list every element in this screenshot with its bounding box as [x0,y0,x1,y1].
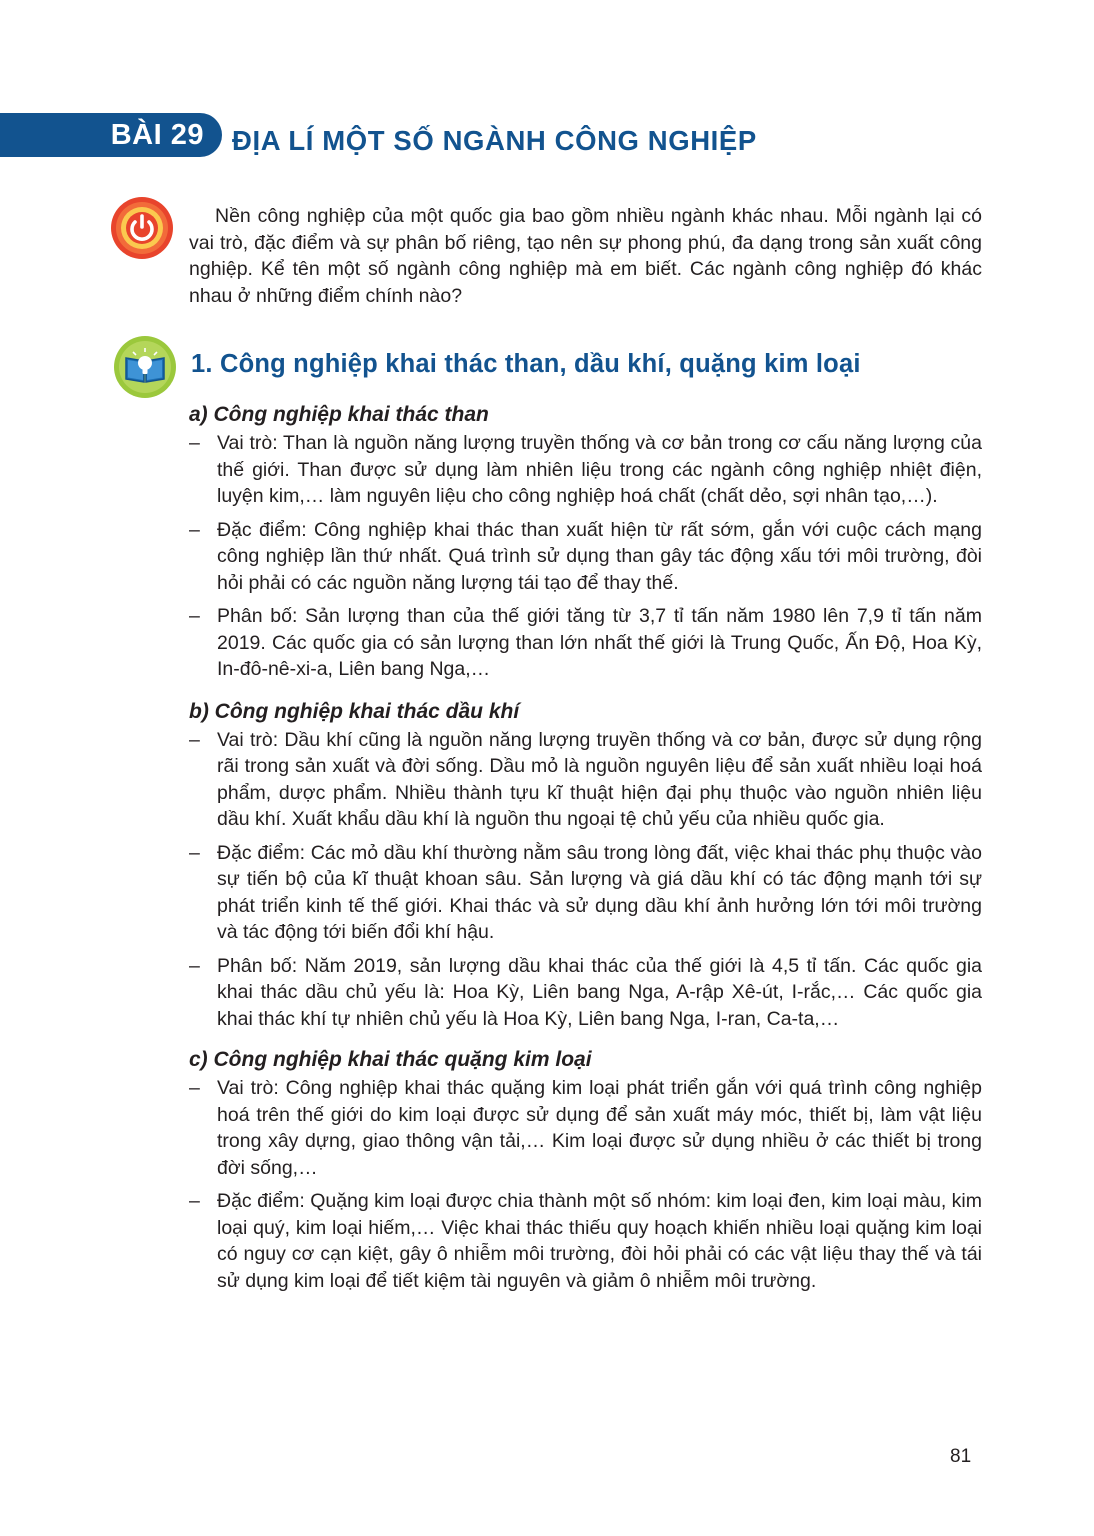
subsection-oil-gas [189,697,982,1033]
bullet-dash: – [189,841,200,864]
lesson-title: ĐỊA LÍ MỘT SỐ NGÀNH CÔNG NGHIỆP [232,125,757,156]
bullet-text: Vai trò: Dầu khí cũng là nguồn năng lượng truyền thống và cơ bản, được sử dụng rộng rãi trong sản xuất và đời sống. Dầu mỏ là nguồn nguyên liệu để sản xuất nhiều loại hoá phẩm, dược phẩm. Nhiều thành tựu kĩ thuật hiện đại phụ thuộc vào nguồn nhiên liệu dầu khí. Xuất khẩu dầu khí là nguồn thu ngoại tệ chủ yếu của nhiều quốc gia. [217,728,982,830]
bullet-dash: – [189,1077,200,1099]
bullet-dash: – [189,605,200,627]
bullet-text: Phân bố: Sản lượng than của thế giới tăng từ 3,7 tỉ tấn năm 1980 lên 7,9 tỉ tấn năm 2019. Các quốc gia có sản lượng than lớn nhất thế giới là Trung Quốc, Ấn Độ, Hoa Kỳ, In-đô-nê-xi-a, Liên bang Nga,… [217,605,982,680]
open-book-lightbulb-icon [114,336,176,398]
subsection-metal-ore [189,1045,982,1294]
bullet-dash: – [189,1190,200,1212]
list-item [189,1188,982,1294]
bullet-dash: – [189,432,200,454]
bullet-text: Phân bố: Năm 2019, sản lượng dầu khai thác của thế giới là 4,5 tỉ tấn. Các quốc gia khai thác dầu chủ yếu là: Hoa Kỳ, Liên bang Nga, A-rập Xê-út, I-rắc,… Các quốc gia khai thác khí tự nhiên chủ yếu là Hoa Kỳ, Liên bang Nga, I-ran, Ca-ta,… [217,954,982,1030]
list-item [189,517,982,597]
section-heading: 1. Công nghiệp khai thác than, dầu khí, quặng kim loại [191,350,861,378]
list-item [189,840,982,946]
intro-text: Nền công nghiệp của một quốc gia bao gồm nhiều ngành khác nhau. Mỗi ngành lại có vai trò, đặc điểm và sự phân bố riêng, tạo nên sự phong phú, đa dạng trong sản xuất công nghiệp. Kể tên một số ngành công nghiệp mà em biết. Các ngành công nghiệp đó khác nhau ở những điểm chính nào? [189,205,982,307]
bullet-dash: – [189,518,200,541]
bullet-text: Đặc điểm: Quặng kim loại được chia thành một số nhóm: kim loại đen, kim loại màu, kim loại quý, kim loại hiếm,… Việc khai thác thiếu quy hoạch khiến nhiều loại quặng kim loại có nguy cơ cạn kiệt, gây ô nhiễm môi trường, đòi hỏi phải có các vật liệu thay thế và tái sử dụng kim loại để tiết kiệm tài nguyên và giảm ô nhiễm môi trường. [217,1190,982,1292]
subsection-coal [189,400,982,683]
bullet-dash: – [189,954,200,977]
bullet-text: Vai trò: Than là nguồn năng lượng truyền thống và cơ bản trong cơ cấu năng lượng của thế giới. Than được sử dụng làm nhiên liệu trong các ngành công nghiệp nhiệt điện, luyện kim,… làm nguyên liệu cho công nghiệp hoá chất (chất dẻo, sợi nhân tạo,…). [217,432,982,507]
bullet-text: Đặc điểm: Các mỏ dầu khí thường nằm sâu trong lòng đất, việc khai thác phụ thuộc vào sự tiến bộ của kĩ thuật khoan sâu. Sản lượng và giá dầu khí có tác động mạnh tới sự phát triển kinh tế thế giới. Khai thác và sử dụng dầu khí ảnh hưởng lớn tới môi trường và tác động tới biến đổi khí hậu. [217,841,982,943]
bullet-dash: – [189,728,200,751]
subsection-heading: a) Công nghiệp khai thác than [189,403,489,426]
list-item [189,953,982,1033]
subsection-heading: b) Công nghiệp khai thác dầu khí [189,699,520,723]
subsection-heading: c) Công nghiệp khai thác quặng kim loại [189,1048,592,1071]
lesson-number: BÀI 29 [110,119,204,151]
bullet-text: Vai trò: Công nghiệp khai thác quặng kim loại phát triển gắn với quá trình công nghiệp hoá trên thế giới do kim loại được sử dụng để sản xuất máy móc, thiết bị, làm vật liệu trong xây dựng, giao thông vận tải,… Kim loại được sử dụng nhiều ở các thiết bị trong đời sống,… [217,1077,982,1179]
list-item [189,430,982,510]
list-item [189,727,982,833]
page-number: 81 [950,1446,972,1467]
intro-paragraph [189,203,982,309]
list-item [189,1075,982,1181]
section-content [189,400,982,1301]
list-item [189,603,982,683]
bullet-text: Đặc điểm: Công nghiệp khai thác than xuất hiện từ rất sớm, gắn với cuộc cách mạng công nghiệp lần thứ nhất. Quá trình sử dụng than gây tác động xấu tới môi trường, đòi hỏi phải có các nguồn năng lượng tái tạo để thay thế. [217,518,982,594]
power-button-icon [110,196,174,260]
